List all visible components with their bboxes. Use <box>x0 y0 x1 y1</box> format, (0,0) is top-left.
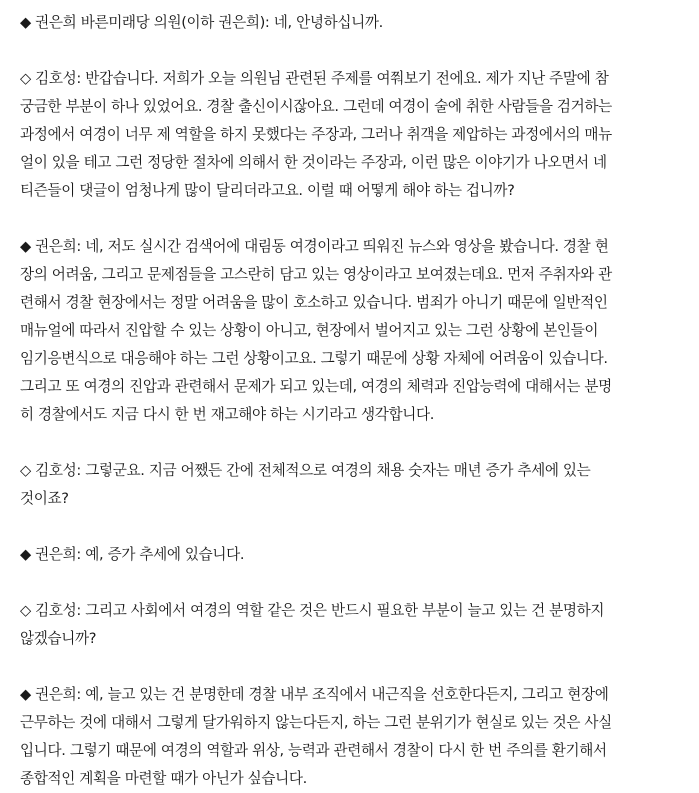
transcript-line: 장의 어려움, 그리고 문제점들을 고스란히 담고 있는 영상이라고 보여졌는데요. 먼저 주취자와 관 <box>20 266 612 283</box>
transcript-line: 궁금한 부분이 하나 있었어요. 경찰 출신이시잖아요. 그런데 여경이 술에 취한 사람들을 검거하는 <box>20 98 612 115</box>
transcript-line: 입니다. 그렇기 때문에 여경의 역할과 위상, 능력과 관련해서 경찰이 다시 한 번 주의를 환기해서 <box>20 742 607 759</box>
transcript-line: 종합적인 계획을 마련할 때가 아닌가 싶습니다. <box>20 770 307 787</box>
transcript-line: 히 경찰에서도 지금 다시 한 번 재고해야 하는 시기라고 생각합니다. <box>20 406 435 423</box>
transcript-line: ◇ 김호성: 그리고 사회에서 여경의 역할 같은 것은 반드시 필요한 부분이 늘고 있는 건 분명하지 <box>20 602 605 619</box>
transcript-line: 임기응변식으로 대응해야 하는 그런 상황이고요. 그렇기 때문에 상황 자체에 어려움이 있습니다. <box>20 350 608 367</box>
transcript-line: ◆ 권은희: 예, 증가 추세에 있습니다. <box>20 546 245 563</box>
transcript-line: ◆ 권은희: 네, 저도 실시간 검색어에 대림동 여경이라고 띄워진 뉴스와 영상을 봤습니다. 경찰 현 <box>20 238 609 255</box>
transcript-line: 매뉴얼에 따라서 진압할 수 있는 상황이 아니고, 현장에서 벌어지고 있는 그런 상황에 본인들이 <box>20 322 599 339</box>
transcript-line: 얼이 있을 테고 그런 정당한 절차에 의해서 한 것이라는 주장과, 이런 많은 이야기가 나오면서 네 <box>20 154 607 171</box>
transcript-paragraph-kwon-intro <box>20 9 685 37</box>
transcript-paragraph-kwon-answer-1 <box>20 233 685 429</box>
transcript-line: 련해서 경찰 현장에서는 정말 어려움을 많이 호소하고 있습니다. 범죄가 아니기 때문에 일반적인 <box>20 294 608 311</box>
transcript-line: 그리고 또 여경의 진압과 관련해서 문제가 되고 있는데, 여경의 체력과 진압능력에 대해서는 분명 <box>20 378 612 395</box>
transcript-line: ◆ 권은희: 예, 늘고 있는 건 분명한데 경찰 내부 조직에서 내근직을 선호한다든지, 그리고 현장에 <box>20 686 609 703</box>
transcript-paragraph-kim-question-2 <box>20 457 685 513</box>
transcript-line: ◇ 김호성: 반갑습니다. 저희가 오늘 의원님 관련된 주제를 여쭤보기 전에요. 제가 지난 주말에 참 <box>20 70 609 87</box>
transcript-paragraph-kim-question-1 <box>20 65 685 205</box>
transcript-line: 티즌들이 댓글이 엄청나게 많이 달리더라고요. 이럴 때 어떻게 해야 하는 겁니까? <box>20 182 515 199</box>
transcript-line: 과정에서 여경이 너무 제 역할을 하지 못했다는 주장과, 그러나 취객을 제압하는 과정에서의 매뉴 <box>20 126 612 143</box>
transcript-line: 않겠습니까? <box>20 630 97 647</box>
transcript-paragraph-kwon-answer-2 <box>20 541 685 569</box>
transcript-line: 것이죠? <box>20 490 69 507</box>
transcript-line: ◆ 권은희 바른미래당 의원(이하 권은희): 네, 안녕하십니까. <box>20 14 383 31</box>
transcript-line: ◇ 김호성: 그렇군요. 지금 어쨌든 간에 전체적으로 여경의 채용 숫자는 매년 증가 추세에 있는 <box>20 462 591 479</box>
transcript-line: 근무하는 것에 대해서 그렇게 달가워하지 않는다든지, 하는 그런 분위기가 현실로 있는 것은 사실 <box>20 714 612 731</box>
transcript-paragraph-kwon-answer-3 <box>20 681 685 793</box>
transcript-paragraph-kim-question-3 <box>20 597 685 653</box>
